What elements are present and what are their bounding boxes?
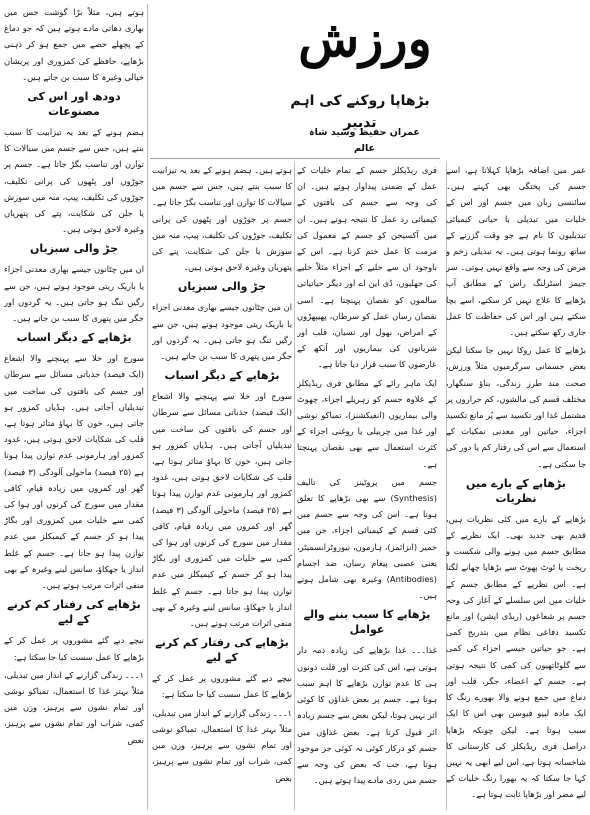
paragraph: نیچے دیے گئے مشوروں پر عمل کر کے بڑھاپے کا عمل سست کیا جا سکتا ہے: [152, 673, 292, 700]
article-column-1 [446, 162, 586, 812]
section-heading: جڑ والی سبزیاں [29, 242, 119, 256]
paragraph: بڑھاپے کے بارے میں کئی نظریات ہیں، قدیم بھی جدید بھی۔ ایک نظریے کے مطابق جسم میں ہونے والی شکست و ریخت یا ٹوٹ پھوٹ سے بڑھاپا چھانے لگتا ہے۔ اس نظریے کے مطابق جسم کے خلیات میں اس سلسلے کے آغاز کی وجہ جسم پر شعاعوں (ریڈی ایشن) اور مانع تکسید دفاعی نظام میں بتدریج کمی ہے۔ جو حیاتین جیسے اجزاء کی کمی سے گلوٹاتھیون کی کمی کا نتیجہ ہوتی ہے۔ جسم کے اعضاء، جگر، قلب اور دماغ میں جمع ہونے والا بھورے رنگ کا ایک مادہ لیپو فیوسن بھی اس کا ایک سبب ہوتا ہے۔ لیکن چونکہ بڑھاپا دراصل فری ریڈیکلز کی کارستانی کا شاخسانہ ہوتا ہے، اس لیے ابھی یہ نہیں کہا جا سکتا کہ یہ بھورا رنگ خلیات کے لیے مضر اور بڑھاپا ثابت ہوتا ہے۔ [446, 513, 586, 800]
header-divider [150, 158, 440, 159]
section-heading: دودھ اور اس کی مصنوعات [27, 90, 121, 119]
section-heading: بڑھاپے کے بارے میں نظریات [466, 476, 566, 505]
paragraph: ہوتے ہیں۔ ہضم ہونے کے بعد یہ تیزابیت کا سبب بنتے ہیں، جس سے جسم میں سیالات کا توازن اور تناسب بگڑ جاتا ہے۔ جسم پر جوڑوں اور پٹھوں کی پرانی تکلیف، جوڑوں کی تکلیف، پیپ، منہ میں سوزش یا جلن کی شکایت، پتے کی پتھریاں وغیرہ لاحق ہوتی ہیں۔ [152, 165, 292, 273]
paragraph: ہضم ہونے کے بعد یہ تیزابیت کا سبب بنتے ہیں، جس سے جسم میں سیالات کا توازن اور تناسب بگڑ جاتا ہے۔ جسم پر جوڑوں اور پٹھوں کی پرانی تکلیف، جوڑوں کی تکلیف، پیپ، منہ میں سوزش یا جلن کی شکایت، پتے کی پتھریاں وغیرہ لاحق ہوتی ہیں۔ [4, 127, 144, 235]
column-divider [147, 4, 148, 810]
paragraph: بڑھاپے کا عمل روکا نہیں جا سکتا لیکن بعض جسمانی سرگرمیوں مثلاً ورزش، صحت مند طرز زندگی، بناؤ سنگھار، مختلف قسم کی مالشوں، کم حراروں پر مشتمل غذا اور تکسید سے پُر مانع تکسید اجزاء، حیاتین اور معدنی نمکیات کے استعمال سے اس کی رفتار کم یا دور کی جا سکتی ہے۔ [446, 345, 586, 469]
section-heading: جڑ والی سبزیاں [177, 280, 267, 294]
article-title: ورزش [298, 9, 432, 68]
paragraph: سورج اور خلا سے پہنچنے والا اشعاع (ایک فیصد) جذباتی مسائل سے سرطان اور جسم کی بافتوں کی ساخت میں تبدیلیاں آجاتی ہیں۔ ہڈیاں کمزور ہو جاتی ہیں، خون کا بہاؤ متاثر ہوتا ہے، قلب کی شکایات لاحق ہوتی ہیں، غدود کمزور اور ہارمونی عدم توازن پیدا ہوتا ہے (۲۵ فیصد) ماحولی آلودگی (۳ فیصد) گھر اور کمروں میں زیادہ قیام، کافی مقدار میں سورج کی کرنوں اور ہوا کی کمی سے خلیات میں کمزوری اور بگاڑ پیدا ہو کر جسم کے کیمیکلز میں عدم توازن پیدا ہو جاتا ہے۔ جسم کے غلط انداز یا جھکاؤ، سانس لینے وغیرہ کے بھی منفی اثرات مرتب ہوتے ہیں۔ [4, 353, 144, 591]
paragraph: جسم میں پروٹینز کی تالیف (Synthesis) سے بھی بڑھاپے کا تعلق ہوتا ہے۔ اس کی وجہ سے جسم میں کئی قسم کے کیمیائی اجزاء، جن میں خمیر (انزائمز)، ہارمون، نیوروٹرانسمیٹر، یعنی عصبی پیغام رساں، ضد اجسام (Antibodies) وغیرہ بھی شامل ہوتے ہیں۔ [297, 476, 437, 601]
paragraph: عمر میں اضافہ بڑھاپا کہلاتا ہے، اسے جسم کی پختگی بھی کہتے ہیں۔ سائنسی زبان میں جسم اور اس کے خلیات میں تبدیلی یا حیاتی کیمیائی تبدیلیوں کا نام ہے جو وقت گزرنے کے ساتھ رونما ہوتی ہیں۔ یہ تبدیلی زخم و مرض کی وجہ سے واقع نہیں ہوتی۔ سر جیمز اسٹرلنگ راس کے مطابق آپ بڑھاپے کا علاج نہیں کر سکتے، اسے بچا سکتے ہیں اور اس کی حفاظت کا عمل جاری رکھ سکتے ہیں۔ [446, 165, 586, 338]
paragraph: ان میں چٹانوں جیسے بھاری معدنی اجزاء یا باریک ریتی موجود ہوتے ہیں، جن سے رگیں تنگ ہو جاتی ہیں۔ یہ گردوں اور جگر میں پتھری کا سبب بن جاتے ہیں۔ [4, 264, 144, 324]
paragraph: ۱۔۔۔ زندگی گزارنے کے انداز میں تبدیلی، مثلاً بہتر غذا کا استعمال، تمباکو نوشی اور تمام نشوں سے پرہیز، وزن میں کمی، شراب اور تمام نشوں سے پرہیز، بعض [4, 669, 144, 745]
section-heading: بڑھاپے کی رفتار کم کرنے کے لیے [7, 598, 141, 627]
paragraph: غذا۔۔۔ غذا بڑھاپے کی زیادہ ذمہ دار ہوتی ہے، اس کی کثرت اور قلت دونوں ہی کا عدم توازن بڑھاپے کا اہم سبب ہوتا ہے۔ جسم پر بعض غذاؤں کا کوئی اثر نہیں ہوتا، لیکن بعض سے جسم زیادہ اثر قبول کرتا ہے۔ بعض غذاؤں میں جسم کو درکار کوئی نہ کوئی جز موجود ہوتا ہے، جب کہ بعض کی وجہ سے جسم میں ردی مادے پیدا ہوتے ہیں۔ [297, 645, 437, 786]
article-subtitle: بڑھاپا روکنے کی اہم تدبیر [290, 93, 430, 131]
paragraph: سورج اور خلا سے پہنچنے والا اشعاع (ایک فیصد) جذباتی مسائل سے سرطان اور جسم کی بافتوں کی ساخت میں تبدیلیاں آجاتی ہیں۔ ہڈیاں کمزور ہو جاتی ہیں، خون کا بہاؤ متاثر ہوتا ہے، قلب کی شکایات لاحق ہوتی ہیں، غدود کمزور اور ہارمونی عدم توازن پیدا ہوتا ہے (۲۵ فیصد) ماحولی آلودگی (۳ فیصد) گھر اور کمروں میں زیادہ قیام، کافی مقدار میں سورج کی کرنوں اور ہوا کی کمی سے خلیات میں کمزوری اور بگاڑ پیدا ہو کر جسم کے کیمیکلز میں عدم توازن پیدا ہو جاتا ہے۔ جسم کے غلط انداز یا جھکاؤ، سانس لینے وغیرہ کے بھی منفی اثرات مرتب ہوتے ہیں۔ [152, 391, 292, 629]
paragraph: ۱۔۔۔ زندگی گزارنے کے انداز میں تبدیلی، مثلاً بہتر غذا کا استعمال، تمباکو نوشی اور تمام نشوں سے پرہیز، وزن میں کمی، شراب اور تمام نشوں سے پرہیز، بعض [152, 707, 292, 783]
section-heading: بڑھاپے کی رفتار کم کرنے کے لیے [155, 636, 289, 665]
paragraph: فری ریڈیکلز جسم کے تمام خلیات کے عمل کے ضمنی پیداوار ہوتے ہیں۔ ان کی وجہ سے جسم کی بافتوں کے کیمیائی رد عمل کا نتیجہ ہوتے ہیں۔ ان میں آکسیجن کو جسم کے معمول کی مرمت کا عمل ختم کرنا ہے۔ اس کے باوجود ان سے خلیے کے اجزاء مثلاً خلیے کی جھلیوں، ڈی این اے اور دیگر حیاتیاتی سالموں کو نقصان پہنچتا ہے۔ اسی نقصان رساں عمل کو سرطان، پھیپھڑوں کے امراض، بھول اور نسیان، قلب اور شریانوں کی بیماریوں اور آنکھ کے عارضوں کا سبب قرار دیا جاتا ہے۔ [297, 165, 437, 370]
paragraph: نیچے دیے گئے مشوروں پر عمل کر کے بڑھاپے کا عمل سست کیا جا سکتا ہے: [4, 635, 144, 662]
section-heading: بڑھاپے کے دیگر اسباب [16, 331, 132, 345]
column-divider [294, 162, 295, 810]
paragraph: ہوتے ہیں، مثلاً بڑا گوشت جس میں بھاری دھاتی مادے ہوتے ہیں کہ جو دماغ کے پچھلے حصے میں جمع ہو کر ذہنی بڑھاپے، حافظے کی کمزوری اور پریشان خیالی وغیرہ کا سبب بن جاتے ہیں۔ [4, 7, 144, 82]
section-heading: بڑھاپے کا سبب بننے والے عوامل [303, 608, 431, 637]
paragraph: ان میں چٹانوں جیسے بھاری معدنی اجزاء یا باریک ریتی موجود ہوتے ہیں، جن سے رگیں تنگ ہو جاتی ہیں۔ یہ گردوں اور جگر میں پتھری کا سبب بن جاتے ہیں۔ [152, 302, 292, 362]
article-byline: عمران حفیظ وسید شاہ عالم [309, 127, 420, 154]
paragraph: ایک ماہر رائے کے مطابق فری ریڈیکلز کے علاوہ جسم کو زہریلے اجزاء، چھوٹ والی بیماریوں (انفیکشنز)، تمباکو نوشی اور غذا میں چربیلی یا روغنی اجزاء کے کثرت استعمال سے بھی نقصان پہنچتا ہے۔ [297, 377, 437, 469]
article-column-2 [297, 162, 437, 812]
article-column-3 [152, 162, 292, 812]
section-heading: بڑھاپے کے دیگر اسباب [164, 369, 280, 383]
article-column-4 [4, 4, 144, 812]
